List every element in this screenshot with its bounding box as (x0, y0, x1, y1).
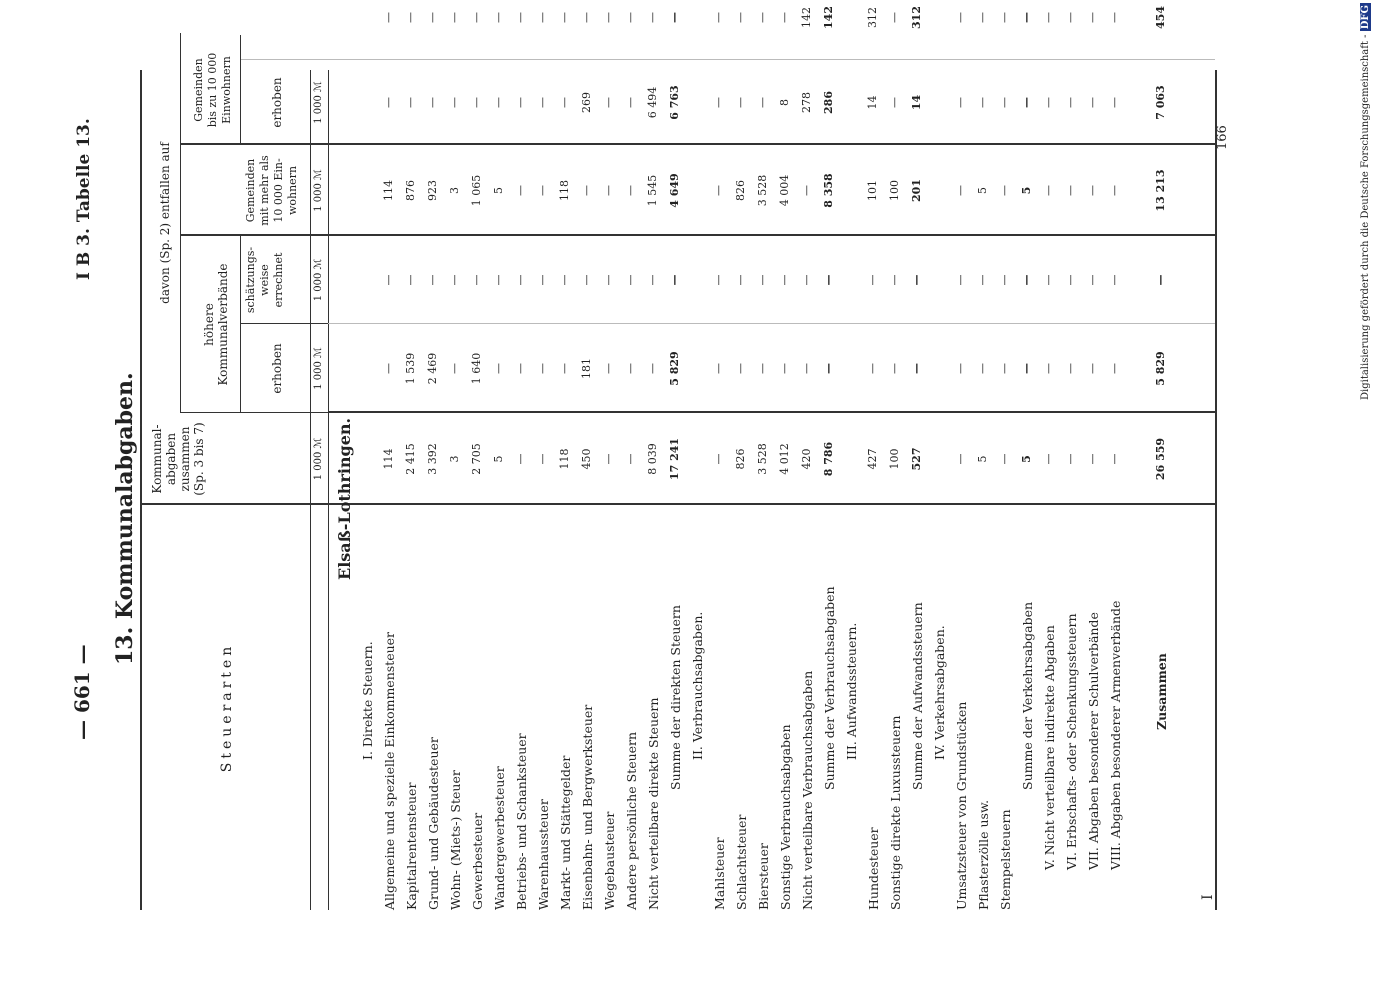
page-number: — 661 — (70, 644, 94, 740)
table-cell: — (778, 12, 791, 23)
table-cell: — (1108, 363, 1121, 374)
header-schaetzung-1: schätzungs- weise errechnet (244, 246, 285, 314)
table-cell: — (800, 185, 813, 196)
table-cell: — (756, 97, 769, 108)
table-cell: — (712, 453, 725, 465)
table-cell: 5 829 (1154, 351, 1167, 386)
table-cell: 278 (800, 92, 813, 113)
table-cell: 826 (734, 448, 747, 470)
dfg-note: Digitalisierung gefördert durch die Deutsche Forschungsgemeinschaft - DFG (1360, 4, 1371, 400)
row-label: Zusammen (1154, 653, 1169, 730)
table-cell: 2 469 (426, 352, 439, 385)
table-cell: — (954, 453, 967, 465)
table-cell: — (470, 97, 483, 108)
table-cell: 269 (580, 92, 593, 113)
table-cell: 4 012 (778, 443, 791, 475)
table-cell: — (536, 97, 549, 108)
footer-number: 166 (1215, 125, 1230, 150)
table-cell: 876 (404, 180, 417, 201)
table-cell: 100 (888, 180, 901, 201)
table-cell: — (602, 363, 615, 374)
table-cell: — (1154, 274, 1167, 286)
table-cell: — (602, 274, 615, 286)
section-heading: I. Direkte Steuern. (360, 641, 375, 760)
table-cell: 114 (382, 448, 395, 470)
table-cell: — (558, 12, 571, 23)
table-cell: 5 (492, 187, 505, 194)
table-cell: 3 392 (426, 443, 439, 475)
table-cell: 26 559 (1154, 437, 1167, 481)
table-cell: — (778, 363, 791, 374)
table-cell: — (404, 97, 417, 108)
table-cell: — (976, 97, 989, 108)
table-cell: — (1108, 453, 1121, 465)
table-cell: 14 (910, 94, 923, 111)
table-cell: — (910, 274, 923, 286)
table-cell: — (602, 185, 615, 196)
table-cell: — (1042, 12, 1055, 23)
table-cell: — (1064, 185, 1077, 196)
row-label: Summe der Verbrauchsabgaben (822, 586, 837, 790)
table-cell: — (1042, 274, 1055, 286)
table-cell: — (536, 185, 549, 196)
table-cell: 181 (580, 358, 593, 379)
table-cell: — (514, 453, 527, 465)
row-label: Markt- und Stättegelder (558, 755, 573, 910)
unit-5: 1 000 ℳ (313, 169, 324, 212)
table-cell: — (998, 274, 1011, 286)
table-cell: — (1064, 12, 1077, 23)
table-cell: — (602, 453, 615, 465)
table-cell: — (514, 274, 527, 286)
table-cell: — (624, 274, 637, 286)
section-heading: II. Verbrauchsabgaben. (690, 611, 705, 760)
row-label: Gewerbesteuer (470, 812, 485, 910)
table-cell: — (426, 274, 439, 286)
row-label: Allgemeine und spezielle Einkommensteuer (382, 631, 397, 910)
table-cell: 454 (1154, 6, 1167, 29)
table-cell: — (954, 363, 967, 374)
table-cell: — (492, 12, 505, 23)
row-label: Nicht verteilbare direkte Steuern (646, 697, 661, 910)
table-cell: — (602, 97, 615, 108)
table-cell: 14 (866, 95, 879, 110)
table-cell: — (712, 363, 725, 374)
table-cell: — (624, 185, 637, 196)
unit-6: 1 000 ℳ (313, 81, 324, 124)
table-cell: 420 (800, 448, 813, 470)
table-cell: 427 (866, 448, 879, 470)
table-cell: — (756, 274, 769, 286)
page-header (60, 0, 100, 1000)
table-cell: 826 (734, 180, 747, 201)
row-label: Kapitalrentensteuer (404, 782, 419, 910)
table-cell: — (998, 363, 1011, 374)
table-cell: 5 829 (668, 351, 681, 386)
row-label: Wohn- (Miets-) Steuer (448, 770, 463, 910)
table-cell: — (1020, 12, 1033, 23)
table-cell: — (624, 453, 637, 465)
row-label: Sonstige direkte Luxussteuern (888, 715, 903, 910)
table-cell: — (1108, 185, 1121, 196)
table-cell: — (1020, 274, 1033, 286)
table-cell: — (712, 97, 725, 108)
table-cell: — (1108, 12, 1121, 23)
table-cell: — (800, 274, 813, 286)
table-cell: — (756, 12, 769, 23)
table-cell: 8 039 (646, 443, 659, 475)
row-label: Schlachtsteuer (734, 814, 749, 910)
table-cell: — (1086, 453, 1099, 465)
row-label: VIII. Abgaben besonderer Armenverbände (1108, 600, 1123, 870)
row-label: VI. Erbschafts- oder Schenkungssteuern (1064, 613, 1079, 870)
table-cell: — (404, 274, 417, 286)
table-cell: — (734, 12, 747, 23)
tax-table (140, 6, 1220, 910)
table-cell: 4 004 (778, 174, 791, 207)
col-kommunalabgaben: Kommunal- abgaben zusammen (Sp. 3 bis 7) (150, 422, 206, 496)
table-cell: 1 640 (470, 352, 483, 385)
table-cell: — (514, 185, 527, 196)
table-cell: — (558, 363, 571, 374)
table-cell: 1 065 (470, 174, 483, 207)
col-steuerarten: Steuerarten (219, 642, 235, 773)
unit-3: 1 000 ℳ (313, 347, 324, 390)
table-cell: — (580, 185, 593, 196)
table-cell: — (756, 363, 769, 374)
table-cell: — (888, 97, 901, 108)
row-label: Stempelsteuern (998, 809, 1013, 910)
table-cell: — (1086, 185, 1099, 196)
table-cell: — (448, 363, 461, 374)
row-label: Umsatzsteuer von Grundstücken (954, 701, 969, 910)
table-cell: — (470, 274, 483, 286)
table-cell: 6 494 (646, 86, 659, 119)
table-cell: — (492, 274, 505, 286)
table-cell: 1 545 (646, 174, 659, 207)
table-cell: 5 (1020, 186, 1033, 195)
table-cell: 5 (976, 455, 989, 463)
table-cell: 142 (822, 6, 835, 29)
row-label: Pflasterzölle usw. (976, 799, 991, 910)
table-cell: 5 (492, 455, 505, 463)
table-cell: 3 (448, 187, 461, 194)
region-title: Elsaß-Lothringen. (335, 417, 354, 580)
table-cell: — (888, 274, 901, 286)
row-label: Betriebs- und Schanksteuer (514, 733, 529, 910)
table-cell: — (514, 12, 527, 23)
table-cell: — (1086, 97, 1099, 108)
header-gem-bis: Gemeinden bis zu 10 000 Einwohnern (192, 52, 233, 128)
row-label: Mahlsteuer (712, 837, 727, 910)
row-label: Summe der Aufwandssteuern (910, 602, 925, 790)
row-label: Wegebausteuer (602, 811, 617, 910)
table-cell: — (404, 12, 417, 23)
table-cell: 142 (800, 7, 813, 28)
table-cell: 5 (1020, 455, 1033, 463)
table-cell: — (1042, 363, 1055, 374)
table-cell: 3 (448, 455, 461, 463)
table-cell: 5 (976, 187, 989, 194)
table-cell: — (426, 97, 439, 108)
table-cell: 7 063 (1154, 85, 1167, 120)
table-cell: — (822, 274, 835, 286)
table-cell: — (734, 97, 747, 108)
table-cell: 8 786 (822, 441, 835, 477)
header-erhoben-2: erhoben (270, 77, 284, 128)
table-cell: — (1042, 97, 1055, 108)
table-cell: 8 358 (822, 173, 835, 208)
row-label: Grund- und Gebäudesteuer (426, 737, 441, 910)
row-label: Nicht verteilbare Verbrauchsabgaben (800, 670, 815, 910)
table-cell: — (866, 363, 879, 374)
table-cell: 118 (558, 180, 571, 201)
table-cell: 3 528 (756, 443, 769, 475)
table-cell: — (1064, 453, 1077, 465)
table-cell: 527 (910, 447, 923, 471)
table-cell: — (888, 12, 901, 23)
header-davon: davon (Sp. 2) entfallen auf (158, 142, 172, 304)
table-cell: — (536, 363, 549, 374)
table-cell: — (800, 363, 813, 374)
row-label: Sonstige Verbrauchsabgaben (778, 724, 793, 910)
table-cell: 201 (910, 179, 923, 202)
table-cell: — (536, 12, 549, 23)
table-cell: 13 213 (1154, 169, 1167, 212)
table-cell: — (998, 185, 1011, 196)
table-cell: — (888, 363, 901, 374)
table-cell: — (1042, 185, 1055, 196)
table-cell: — (1064, 363, 1077, 374)
table-cell: — (558, 274, 571, 286)
header-gem-mehr: Gemeinden mit mehr als 10 000 Ein- wohnern (244, 155, 299, 226)
table-cell: — (646, 363, 659, 374)
table-cell: — (668, 274, 681, 286)
table-cell: — (998, 453, 1011, 465)
unit-2: 1 000 ℳ (313, 437, 324, 481)
table-cell: — (1064, 274, 1077, 286)
table-cell: — (712, 185, 725, 196)
table-cell: — (1020, 363, 1033, 374)
table-cell: — (536, 453, 549, 465)
section-heading: IV. Verkehrsabgaben. (932, 625, 947, 760)
table-cell: — (822, 363, 835, 374)
table-cell: — (734, 363, 747, 374)
table-cell: — (976, 363, 989, 374)
table-cell: 312 (910, 6, 923, 29)
table-cell: — (778, 274, 791, 286)
table-cell: — (1108, 274, 1121, 286)
table-cell: — (448, 97, 461, 108)
section-mark: I (1200, 894, 1216, 900)
table-cell: — (954, 97, 967, 108)
row-label: Warenhaussteuer (536, 799, 551, 910)
header-erhoben-1: erhoben (270, 343, 284, 394)
table-cell: — (624, 97, 637, 108)
table-cell: — (1020, 97, 1033, 108)
table-cell: — (382, 12, 395, 23)
table-cell: — (624, 12, 637, 23)
row-label: Wandergewerbesteuer (492, 766, 507, 910)
table-cell: — (646, 12, 659, 23)
table-cell: — (998, 12, 1011, 23)
table-cell: — (734, 274, 747, 286)
table-cell: — (1086, 12, 1099, 23)
table-cell: 6 763 (668, 85, 681, 120)
table-cell: — (976, 274, 989, 286)
table-cell: — (998, 97, 1011, 108)
row-label: Andere persönliche Steuern (624, 731, 639, 910)
table-cell: — (492, 363, 505, 374)
table-cell: 4 649 (668, 173, 681, 208)
unit-4: 1 000 ℳ (313, 258, 324, 302)
table-cell: 100 (888, 448, 901, 470)
table-cell: — (602, 12, 615, 23)
table-cell: — (382, 97, 395, 108)
table-cell: — (910, 363, 923, 374)
dfg-logo: DFG (1360, 4, 1371, 30)
table-cell: 17 241 (668, 437, 681, 481)
table-cell: 114 (382, 180, 395, 201)
table-cell: — (954, 274, 967, 286)
table-cell: 2 705 (470, 443, 483, 475)
table-cell: — (712, 274, 725, 286)
row-label: Eisenbahn- und Bergwerksteuer (580, 704, 595, 910)
tabelle-label: I B 3. Tabelle 13. (74, 118, 94, 280)
table-cell: — (448, 274, 461, 286)
table-cell: — (712, 12, 725, 23)
table-cell: — (624, 363, 637, 374)
table-cell: — (580, 274, 593, 286)
row-label: Biersteuer (756, 843, 771, 910)
table-cell: — (426, 12, 439, 23)
table-cell: — (448, 12, 461, 23)
table-cell: 1 539 (404, 352, 417, 385)
row-label: Hundesteuer (866, 827, 881, 910)
table-cell: — (668, 12, 681, 23)
table-cell: — (536, 274, 549, 286)
row-label: VII. Abgaben besonderer Schulverbände (1086, 612, 1101, 870)
table-cell: — (558, 97, 571, 108)
table-cell: 3 528 (756, 174, 769, 207)
page-title: 13. Kommunalabgaben. (112, 372, 138, 665)
row-label: Summe der Verkehrsabgaben (1020, 601, 1035, 790)
table-cell: 923 (426, 180, 439, 201)
table-cell: — (514, 363, 527, 374)
section-heading: III. Aufwandssteuern. (844, 622, 859, 760)
table-cell: 118 (558, 448, 571, 470)
table-cell: — (954, 185, 967, 196)
header-hoehere: höhere Kommunalverbände (202, 263, 230, 386)
table-cell: — (646, 274, 659, 286)
table-cell: — (470, 12, 483, 23)
table-cell: 286 (822, 91, 835, 114)
table-cell: — (1086, 274, 1099, 286)
table-cell: — (514, 97, 527, 108)
table-cell: — (976, 12, 989, 23)
table-cell: — (1064, 97, 1077, 108)
table-cell: — (382, 363, 395, 374)
table-cell: — (1042, 453, 1055, 465)
table-cell: 8 (778, 99, 791, 106)
table-cell: — (492, 97, 505, 108)
table-cell: — (382, 274, 395, 286)
table-cell: — (1086, 363, 1099, 374)
table-cell: 2 415 (404, 443, 417, 475)
table-cell: 101 (866, 180, 879, 201)
table-cell: — (1108, 97, 1121, 108)
table-cell: 450 (580, 448, 593, 470)
row-label: V. Nicht verteilbare indirekte Abgaben (1042, 625, 1057, 870)
table-cell: — (954, 12, 967, 23)
table-cell: — (866, 274, 879, 286)
table-cell: 312 (866, 7, 879, 28)
table-cell: — (580, 12, 593, 23)
row-label: Summe der direkten Steuern (668, 605, 683, 790)
